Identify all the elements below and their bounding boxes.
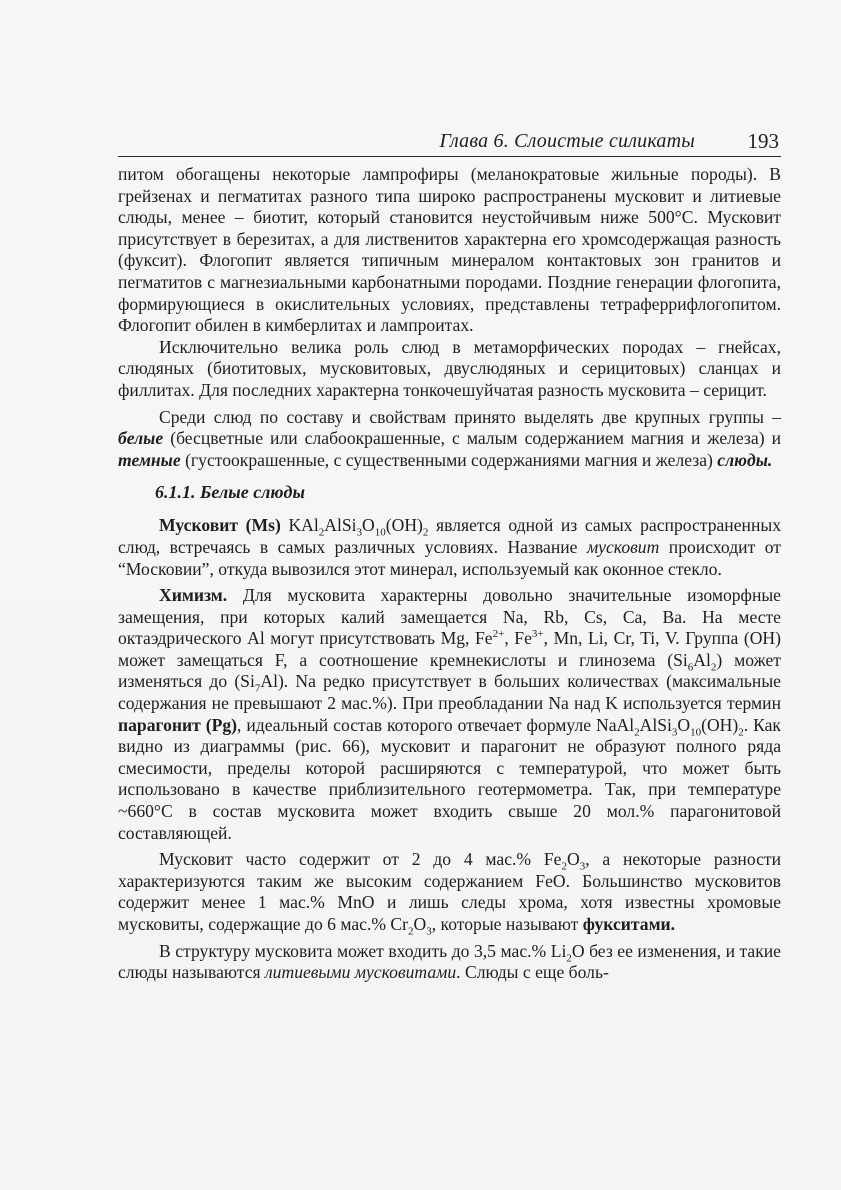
paragraph-chemistry: Химизм. Для мусковита характерны довольно значительные изоморфные замещения, при которых калий замещается Na, Rb, Cs, Ca, Ba. На месте октаэдрического Al могут присутствовать Mg, $Fe^{2+}$, $Fe^{3+}$, Mn, Li, Cr, Ti, V. Группа (OH) может замещаться F, а соотношение кремнекислоты и глинозема $(Si_6Al_2)$ может изменяться до $(Si_7Al)$. Na редко присутствует в больших количествах (максимальные содержания не превышают 2 мас.%). При преобладании Na над K используется термин парагонит (Pg), идеальный состав которого отвечает формуле $NaAl_2AlSi_3O_{10}(OH)_2$. Как видно из диаграммы (рис. 66), мусковит и парагонит не образуют полного ряда смесимости, пределы которой расширяются с температурой, что может быть использовано в качестве приблизительного геотермометра. Так, при температуре ~660°С в состав мусковита может входить свыше 20 мол.% парагонитовой составляющей. (118, 585, 781, 843)
paragraph-lithium: В структуру мусковита может входить до 3,5 мас.% $Li_2O$ без ее изменения, и такие слюды называются литиевыми мусковитами. Слюды с еще боль- (118, 940, 781, 983)
term-fuchsite: фукситами. (582, 914, 676, 934)
term-micas: слюды. (717, 449, 773, 470)
term-chemistry: Химизм. (159, 585, 228, 606)
chapter-title: Глава 6. Слоистые силикаты (439, 130, 695, 152)
term-paragonite: парагонит (Pg) (118, 714, 238, 735)
term-dark: темные (118, 449, 181, 470)
paragraph-metamorphic: Исключительно велика роль слюд в метаморфических породах – гнейсах, слюдяных (биотитовых, мусковитовых, двуслюдяных и серицитовых) сланцах и филлитах. Для последних характерна тонкочешуйчатая разность мусковита – серицит. (118, 336, 781, 400)
paragraph-groups: Среди слюд по составу и свойствам принято выделять две крупных группы – белые (бесцветные или слабоокрашенные, с малым содержанием магния и железа) и темные (густоокрашенные, с существенными содержаниями магния и железа) слюды. (118, 406, 781, 470)
page-number: 193 (747, 129, 779, 153)
section-heading: 6.1.1. Белые слюды (155, 482, 305, 503)
body-text (118, 164, 781, 984)
term-white: белые (118, 428, 164, 449)
paragraph-iron: Мусковит часто содержит от 2 до 4 мас.% $Fe_2O_3$, а некоторые разности характеризуются таким же высоким содержанием FeO. Большинство мусковитов содержит менее 1 мас.% MnO и лишь следы хрома, хотя известны хромовые мусковиты, содержащие до 6 мас.% $Cr_2O_3$, которые называют фукситами. (118, 849, 781, 938)
running-header (118, 128, 781, 157)
paragraph-muscovite: Мусковит (Ms) $KAl_2AlSi_3O_{10}(OH)_2$ является одной из самых распространенных слюд, встречаясь в самых различных условиях. Название мусковит происходит от “Московии”, откуда вывозился этот минерал, используемый как оконное стекло. (118, 515, 781, 579)
paragraph-phlogopite: питом обогащены некоторые лампрофиры (меланократовые жильные породы). В грейзенах и пегматитах разного типа широко распространены мусковит и литиевые слюды, менее – биотит, который становится неустойчивым ниже 500°С. Мусковит присутствует в березитах, а для лиственитов характерна его хромсодержащая разность (фуксит). Флогопит является типичным минералом контактовых зон гранитов и пегматитов с магнезиальными карбонатными породами. Поздние генерации флогопита, формирующиеся в окислительных условиях, представлены тетраферрифлогопитом. Флогопит обилен в кимберлитах и лампроитах. (118, 164, 781, 336)
term-muscovite: Мусковит (Ms) (159, 515, 281, 536)
